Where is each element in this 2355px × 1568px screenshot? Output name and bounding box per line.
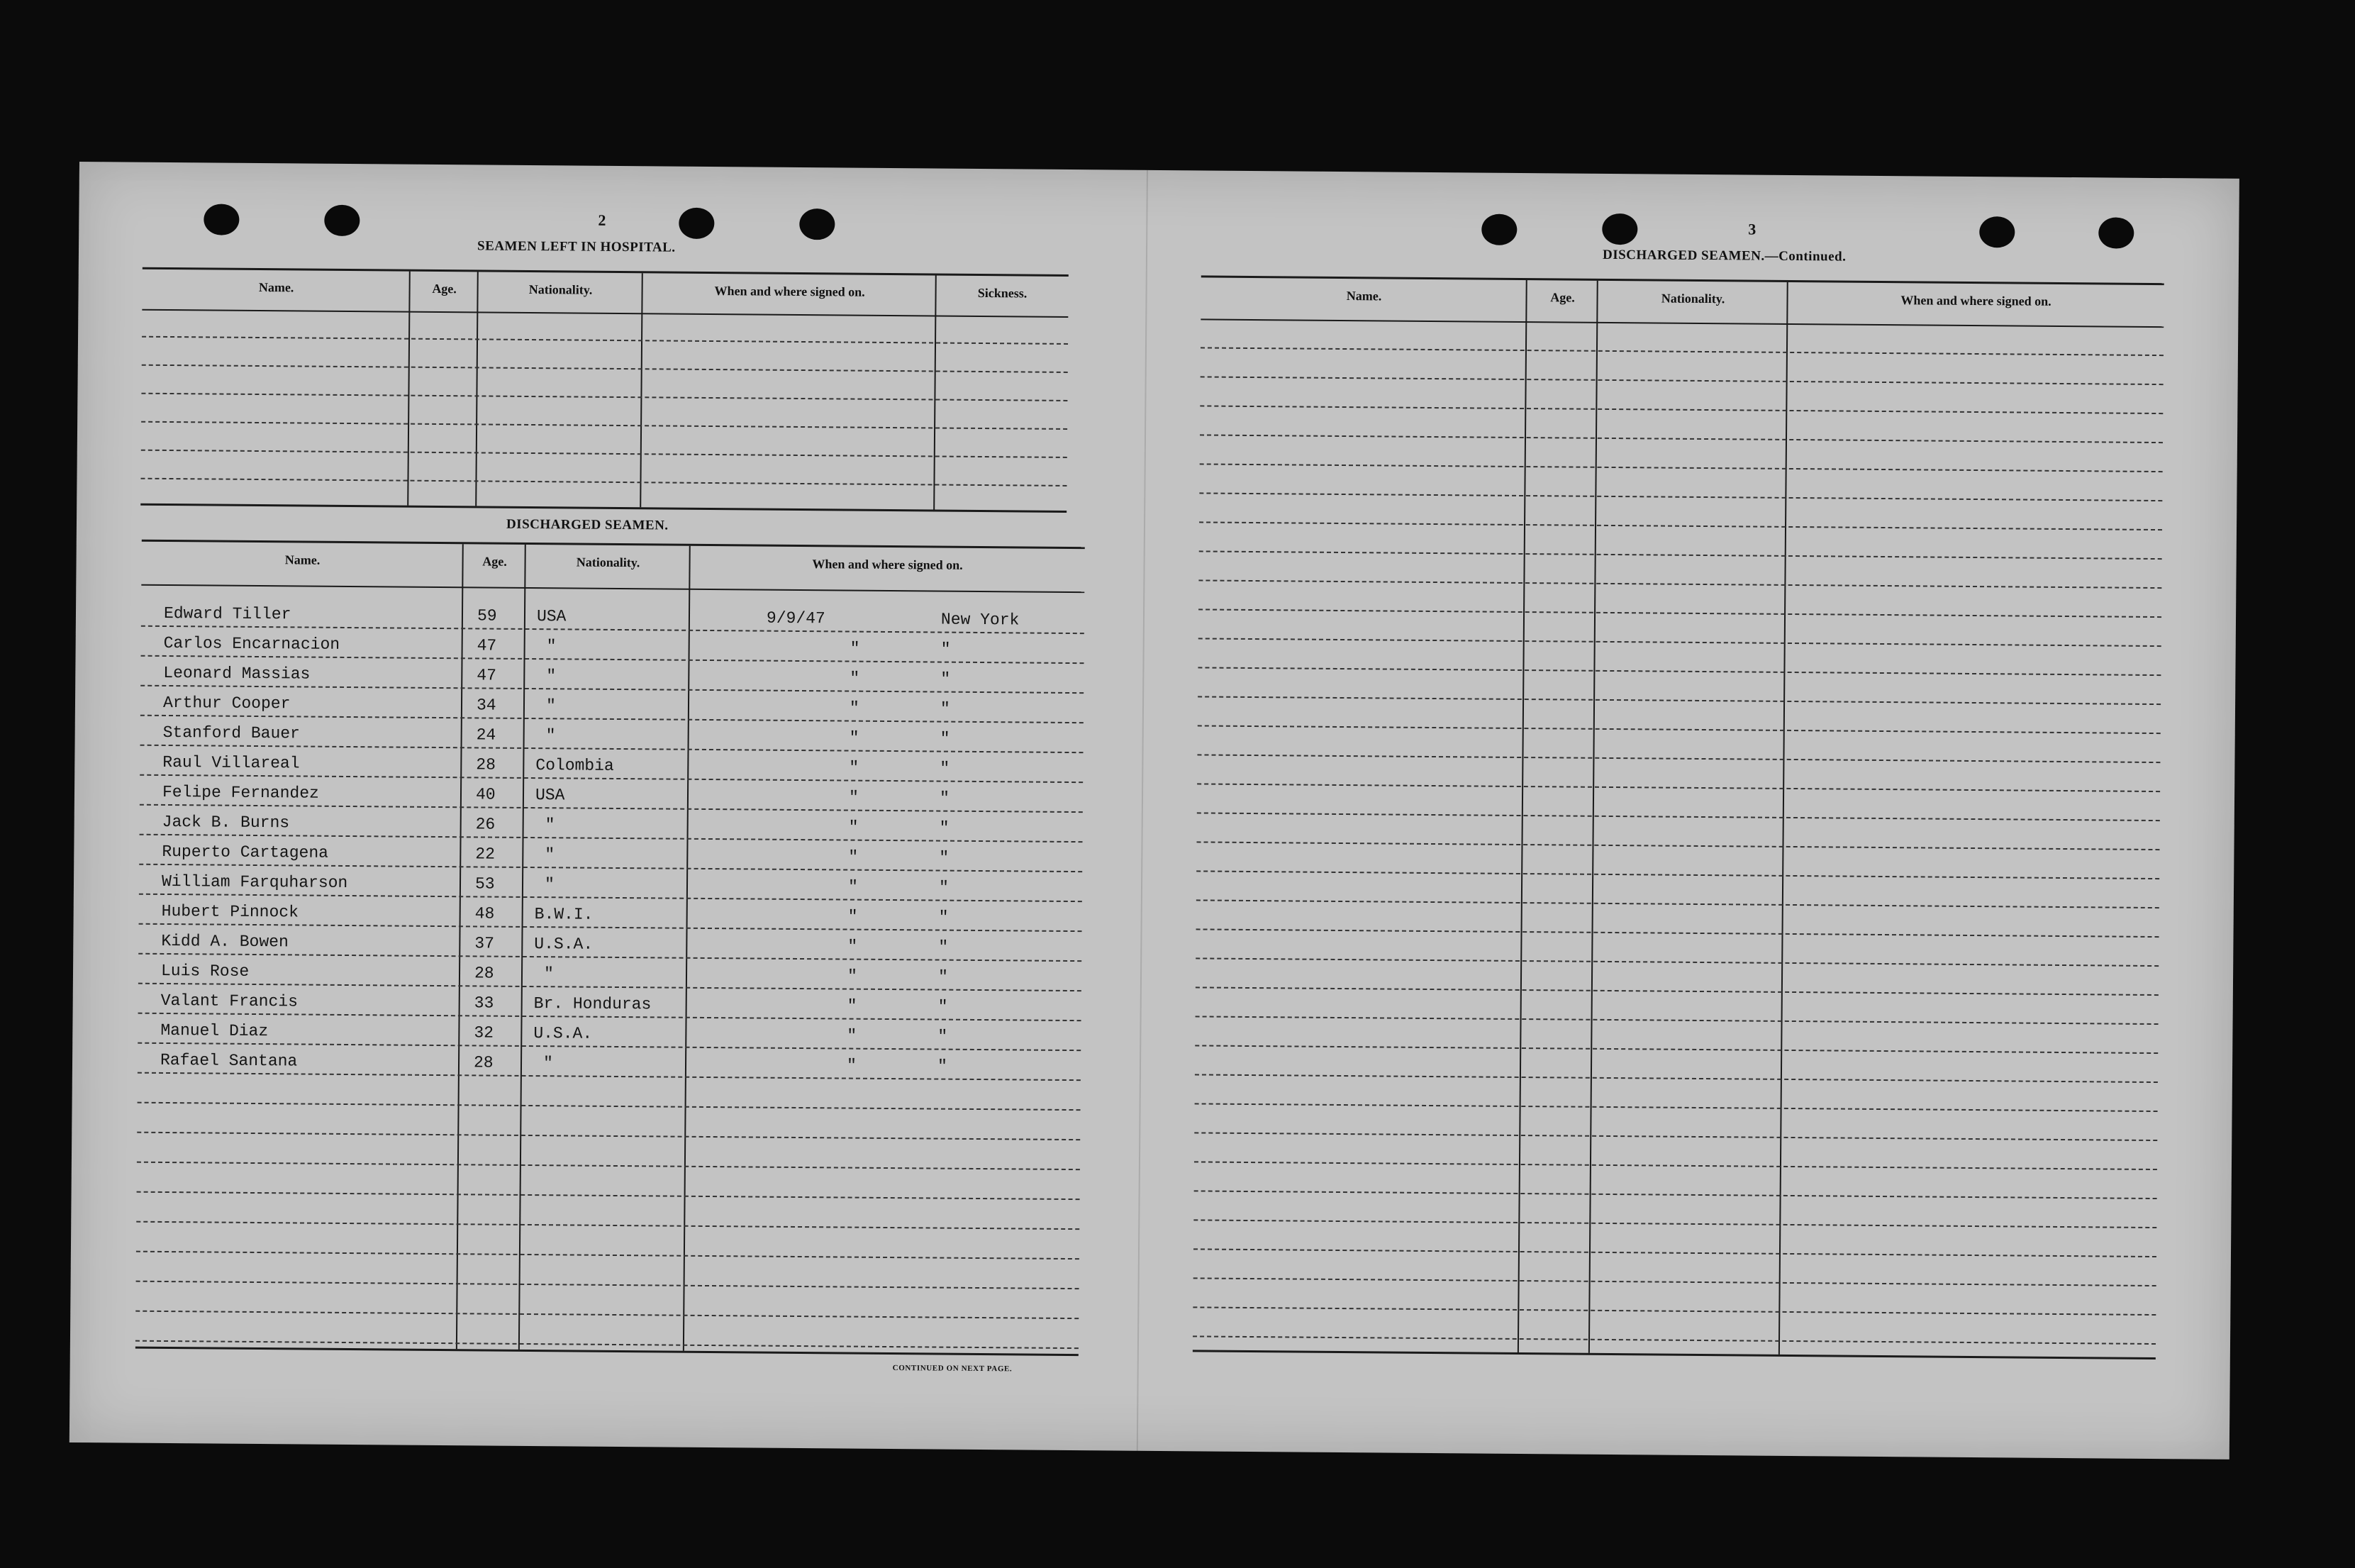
- row-rule: [1194, 1161, 2157, 1170]
- right-page: [1138, 170, 2239, 1459]
- seaman-name: William Farquharson: [161, 872, 348, 893]
- row-rule: [1193, 1335, 2156, 1345]
- page-number: 2: [598, 211, 606, 229]
- row-rule: [1193, 1248, 2156, 1257]
- seaman-age: 40: [475, 785, 496, 804]
- signed-on-date: ": [850, 639, 860, 658]
- seaman-name: Ruperto Cartagena: [162, 842, 329, 862]
- seaman-name: Jack B. Burns: [162, 812, 290, 833]
- row-rule: [1194, 1190, 2157, 1199]
- col-header-nationality: Nationality.: [1661, 291, 1725, 306]
- signed-on-place: ": [939, 848, 950, 867]
- seaman-name: Valant Francis: [160, 991, 299, 1011]
- col-header-signed-on: When and where signed on.: [1900, 293, 2051, 308]
- row-rule: [1197, 783, 2160, 792]
- seaman-age: 24: [476, 725, 496, 745]
- seaman-nationality: USA: [535, 786, 565, 805]
- signed-on-place: ": [940, 729, 950, 748]
- seaman-name: Stanford Bauer: [162, 723, 301, 743]
- col-header-age: Age.: [1550, 290, 1575, 305]
- row-rule: [1200, 405, 2163, 414]
- row-rule: [1198, 579, 2161, 589]
- col-header-signed-on: When and where signed on.: [714, 284, 865, 299]
- row-rule: [1198, 608, 2161, 618]
- row-rule: [136, 1281, 1079, 1289]
- seaman-age: 59: [477, 606, 497, 625]
- signed-on-date: ": [847, 967, 857, 986]
- seaman-name: Carlos Encarnacion: [163, 633, 340, 654]
- row-rule: [1195, 1045, 2158, 1054]
- seaman-nationality: Br. Honduras: [533, 994, 652, 1014]
- discharged-continued-table: [1193, 275, 2164, 1357]
- row-rule: [141, 450, 1067, 458]
- signed-on-place: New York: [940, 610, 1020, 630]
- signed-on-date: ": [850, 669, 860, 688]
- seaman-nationality: B.W.I.: [534, 905, 594, 924]
- row-rule: [142, 336, 1068, 345]
- signed-on-date: ": [846, 1056, 857, 1075]
- row-rule: [138, 1102, 1081, 1111]
- table-bottom-rule: [1193, 1350, 2156, 1360]
- row-rule: [1198, 638, 2161, 647]
- row-rule: [1196, 870, 2159, 879]
- row-rule: [1197, 754, 2160, 763]
- discharged-continued-header: [1201, 277, 2164, 328]
- bleed-through-text: [142, 276, 149, 309]
- hospital-section-title: SEAMEN LEFT IN HOSPITAL.: [477, 238, 676, 255]
- row-rule: [1197, 812, 2160, 821]
- table-bottom-rule: [135, 1347, 1079, 1356]
- discharged-section-title: DISCHARGED SEAMEN.: [506, 516, 669, 533]
- seaman-name: Rafael Santana: [160, 1050, 298, 1071]
- discharged-continued-title: DISCHARGED SEAMEN.—Continued.: [1602, 247, 1847, 265]
- row-rule: [141, 393, 1067, 401]
- seaman-age: 28: [474, 964, 494, 983]
- seaman-nationality: ": [545, 845, 555, 864]
- row-rule: [1198, 696, 2161, 705]
- col-header-name: Name.: [284, 552, 321, 567]
- row-rule: [1196, 1016, 2159, 1025]
- left-page: [69, 162, 1147, 1451]
- signed-on-place: ": [937, 967, 948, 986]
- signed-on-date: ": [848, 788, 859, 807]
- signed-on-date: ": [847, 937, 858, 956]
- row-rule: [1196, 957, 2159, 967]
- col-header-name: Name.: [258, 279, 294, 295]
- signed-on-place: ": [940, 699, 950, 718]
- seaman-nationality: ": [546, 667, 557, 686]
- signed-on-place: ": [939, 818, 950, 838]
- seaman-nationality: U.S.A.: [533, 1024, 593, 1043]
- seaman-age: 28: [476, 755, 496, 774]
- signed-on-date: ": [847, 877, 858, 896]
- row-rule: [137, 1191, 1080, 1200]
- row-rule: [1200, 434, 2163, 443]
- seaman-nationality: ": [546, 637, 557, 656]
- page-number: 3: [1748, 220, 1756, 238]
- seaman-nationality: USA: [536, 607, 567, 626]
- seaman-age: 32: [474, 1023, 494, 1042]
- hospital-table-header: [142, 269, 1068, 318]
- col-header-sickness: Sickness.: [977, 285, 1028, 301]
- seaman-age: 34: [476, 696, 496, 715]
- signed-on-place: ": [937, 997, 948, 1016]
- signed-on-place: ": [938, 908, 949, 927]
- row-rule: [1197, 841, 2160, 850]
- row-rule: [1198, 725, 2161, 734]
- row-rule: [1196, 899, 2159, 908]
- row-rule: [136, 1221, 1079, 1230]
- row-rule: [1200, 463, 2163, 472]
- signed-on-date: ": [849, 758, 859, 777]
- col-header-signed-on: When and where signed on.: [812, 557, 963, 572]
- signed-on-place: ": [938, 878, 949, 897]
- table-bottom-rule: [140, 504, 1067, 513]
- seaman-nationality: ": [542, 1054, 553, 1073]
- row-rule: [136, 1251, 1079, 1260]
- seaman-nationality: ": [543, 964, 554, 984]
- seaman-nationality: ": [544, 875, 555, 894]
- row-rule: [1196, 928, 2159, 938]
- signed-on-place: ": [939, 789, 950, 808]
- signed-on-date: ": [848, 818, 859, 837]
- row-rule: [1199, 492, 2162, 501]
- seaman-nationality: U.S.A.: [534, 935, 594, 954]
- row-rule: [140, 478, 1067, 486]
- seaman-nationality: ": [545, 726, 556, 745]
- seaman-age: 22: [475, 845, 496, 864]
- continued-note: CONTINUED ON NEXT PAGE.: [892, 1364, 1013, 1374]
- col-header-nationality: Nationality.: [576, 555, 640, 570]
- seaman-nationality: ": [545, 696, 556, 716]
- col-header-nationality: Nationality.: [528, 282, 593, 297]
- signed-on-date: ": [849, 728, 859, 747]
- row-rule: [1199, 550, 2162, 560]
- seaman-age: 26: [475, 815, 496, 834]
- row-rule: [1193, 1306, 2156, 1316]
- seaman-age: 33: [474, 994, 494, 1013]
- seaman-name: Kidd A. Bowen: [161, 931, 289, 952]
- seaman-name: Raul Villareal: [162, 752, 300, 773]
- row-rule: [1194, 1132, 2157, 1141]
- signed-on-date: ": [847, 907, 858, 926]
- row-rule: [1201, 347, 2164, 356]
- signed-on-date: ": [848, 847, 859, 867]
- seaman-nationality: ": [545, 816, 555, 835]
- signed-on-place: ": [938, 938, 949, 957]
- signed-on-date: ": [847, 1026, 857, 1045]
- signed-on-place: ": [940, 669, 951, 689]
- signed-on-date: ": [847, 996, 857, 1016]
- signed-on-place: ": [937, 1027, 948, 1046]
- seaman-age: 47: [477, 636, 497, 655]
- document-sheet: [69, 162, 2239, 1459]
- seaman-name: Arthur Cooper: [162, 693, 291, 713]
- seaman-age: 47: [477, 666, 497, 685]
- seaman-name: Hubert Pinnock: [161, 901, 299, 922]
- hospital-table: [140, 267, 1069, 511]
- row-rule: [1196, 986, 2159, 996]
- seaman-age: 53: [474, 874, 495, 894]
- discharged-table: [135, 540, 1085, 1354]
- row-rule: [137, 1162, 1080, 1170]
- row-rule: [1193, 1277, 2156, 1286]
- row-rule: [1198, 667, 2161, 676]
- row-rule: [1193, 1219, 2156, 1228]
- seaman-name: Leonard Massias: [163, 663, 311, 684]
- signed-on-place: ": [937, 1057, 947, 1076]
- seaman-name: Felipe Fernandez: [162, 782, 319, 803]
- signed-on-date: 9/9/47: [766, 608, 825, 628]
- seaman-age: 28: [473, 1053, 494, 1072]
- discharged-table-header: [141, 542, 1084, 593]
- row-rule: [142, 365, 1068, 373]
- col-header-name: Name.: [1346, 289, 1382, 304]
- seaman-age: 37: [474, 934, 495, 953]
- seaman-name: Edward Tiller: [163, 604, 291, 624]
- col-header-age: Age.: [432, 281, 457, 296]
- row-rule: [1199, 521, 2162, 530]
- row-rule: [1195, 1103, 2158, 1112]
- row-rule: [141, 421, 1067, 430]
- row-rule: [137, 1132, 1080, 1140]
- row-rule: [1195, 1074, 2158, 1083]
- seaman-nationality: Colombia: [535, 756, 614, 775]
- signed-on-place: ": [940, 640, 951, 659]
- seaman-name: Luis Rose: [160, 961, 250, 981]
- col-header-age: Age.: [482, 554, 507, 569]
- signed-on-place: ": [940, 759, 950, 778]
- signed-on-date: ": [849, 699, 859, 718]
- seaman-age: 48: [474, 904, 495, 923]
- seaman-name: Manuel Diaz: [160, 1021, 269, 1041]
- row-rule: [1201, 376, 2164, 385]
- row-rule: [135, 1311, 1079, 1319]
